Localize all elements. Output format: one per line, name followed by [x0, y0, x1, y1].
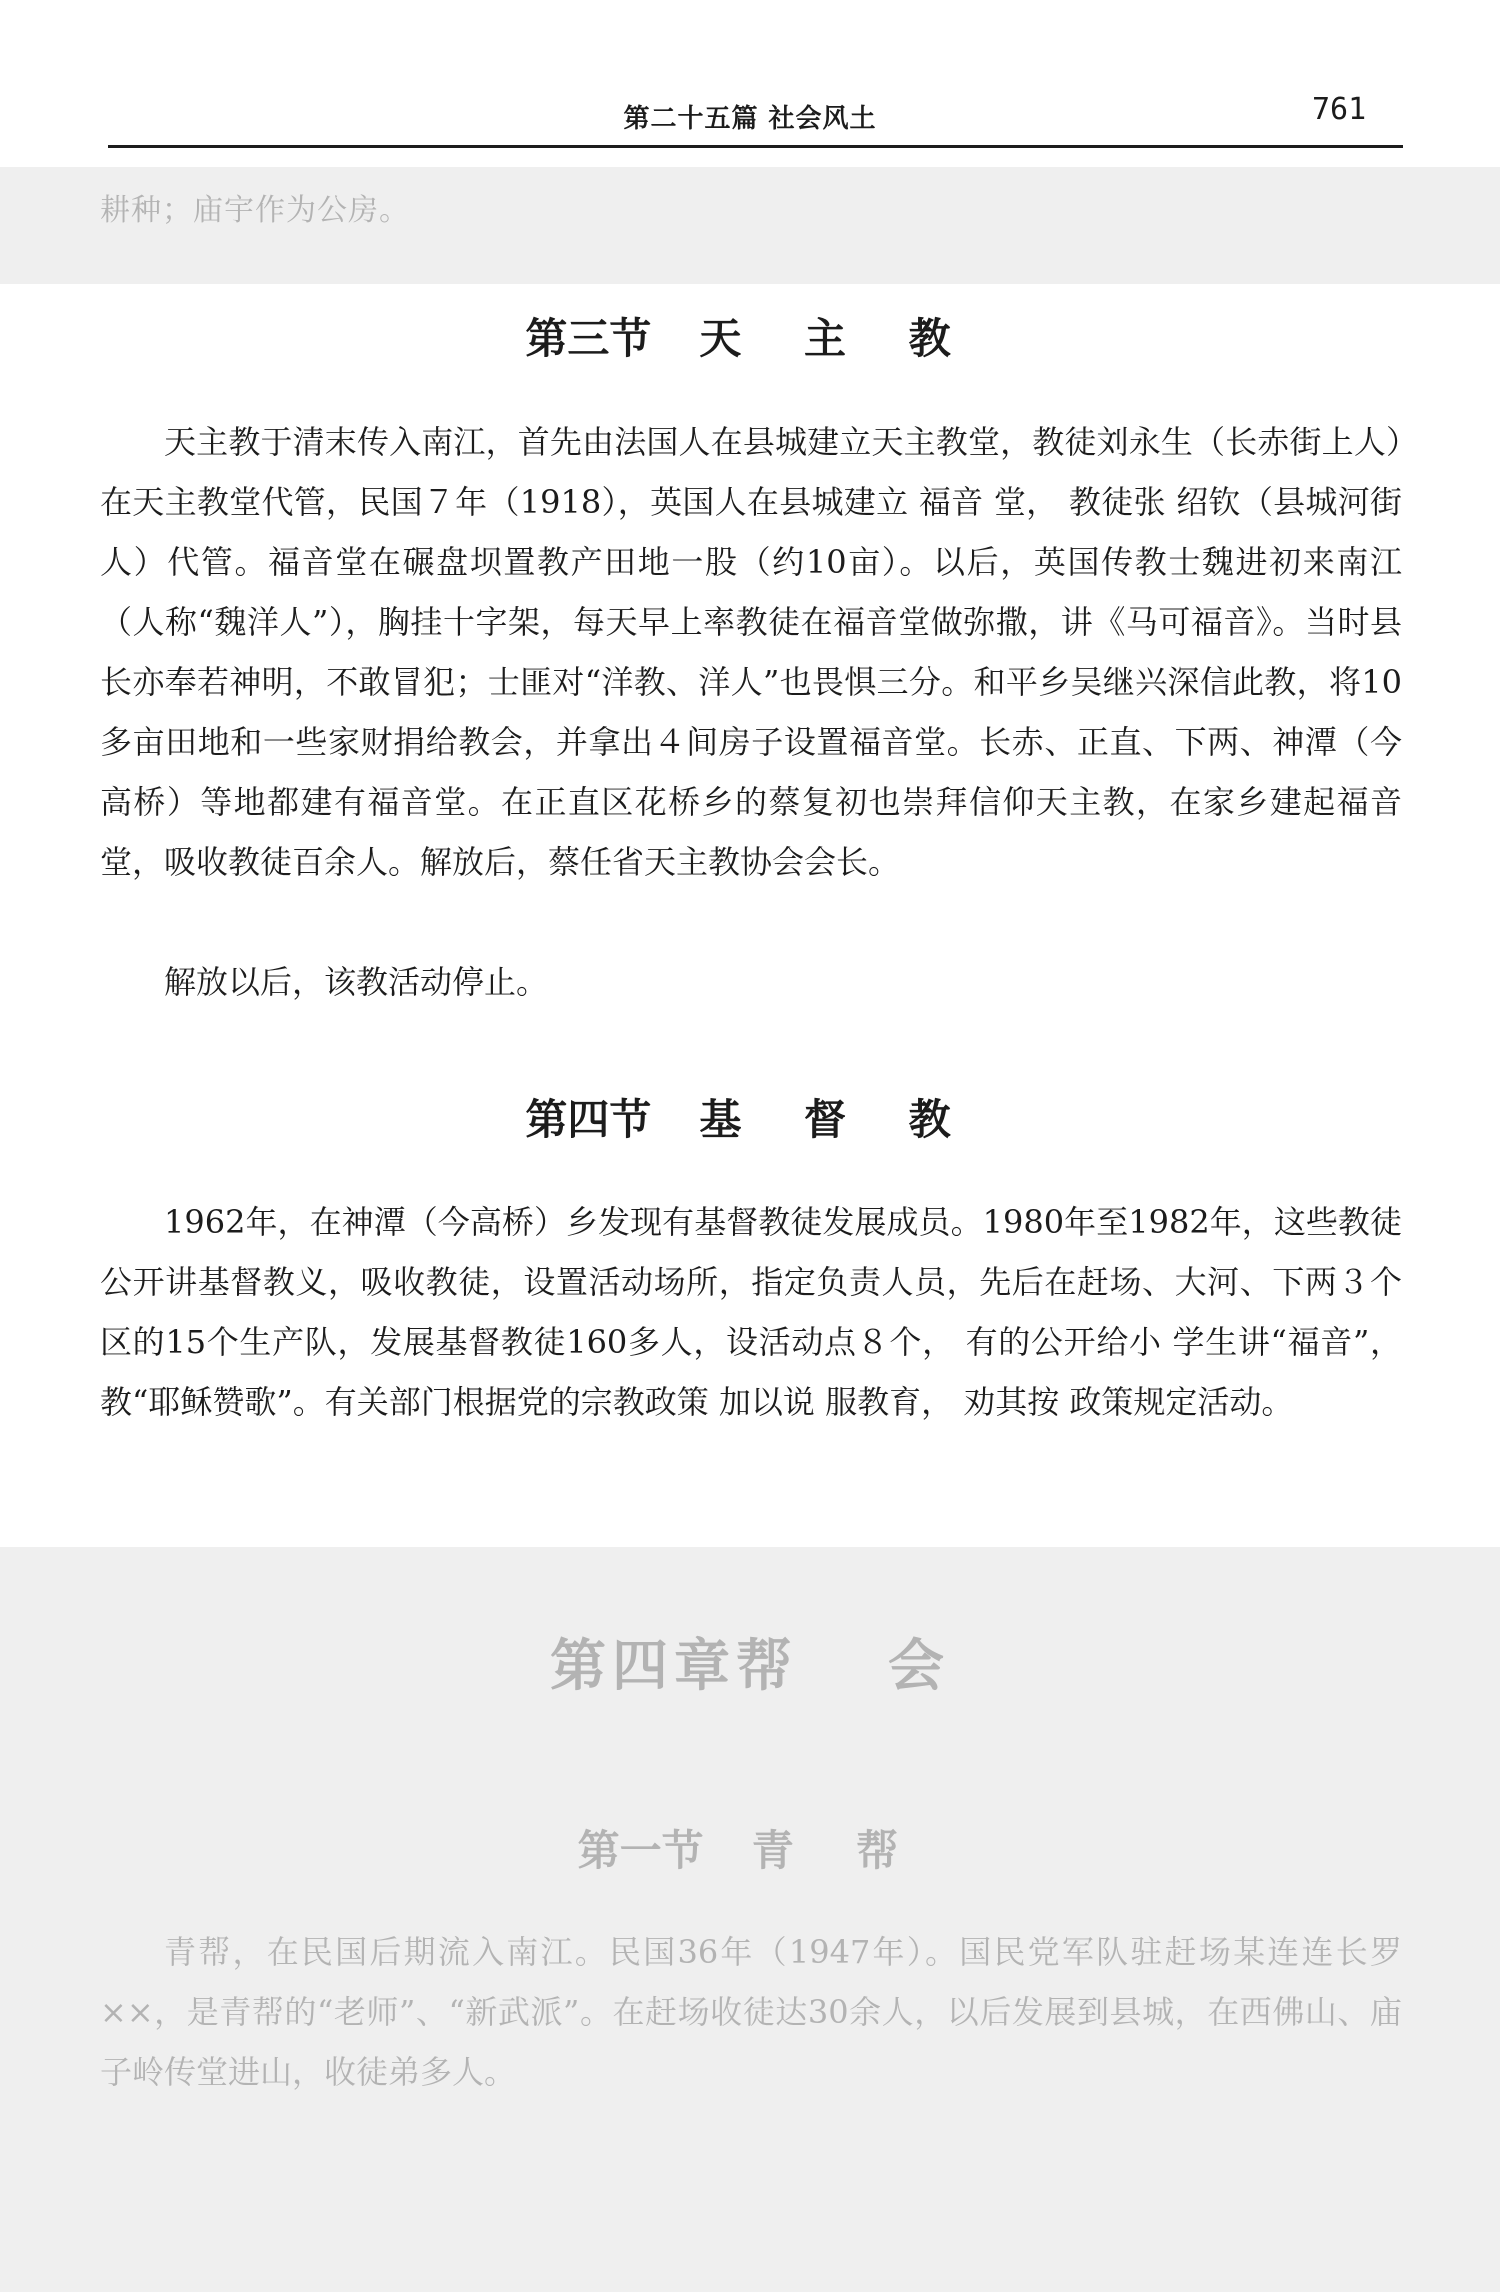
paragraph: 青帮，在民国后期流入南江。民国36年（1947年）。国民党军队驻赶场某连连长罗××，是青帮的“老师”、“新武派”。在赶场收徒达30余人，以后发展到县城，在西佛山、庙子岭传堂进山，收徒弟多人。 [100, 1933, 1402, 2091]
section-label: 第四节 [525, 1095, 652, 1144]
section-label: 第一节 [577, 1826, 704, 1875]
running-header-title: 第二十五篇 社会风土 [623, 104, 877, 134]
section-label: 第三节 [525, 314, 652, 363]
chapter-name: 帮 [736, 1633, 798, 1699]
section-title-catholic [0, 306, 1500, 366]
paragraph: 解放以后，该教活动停止。 [164, 963, 549, 1001]
chapter-title [0, 1622, 1500, 1702]
section-title-christian [0, 1087, 1500, 1147]
paragraph: 1962年，在神潭（今高桥）乡发现有基督教徒发展成员。1980年至1982年，这些教徒公开讲基督教义，吸收教徒，设置活动场所，指定负责人员，先后在赶场、大河、下两３个区的15个生产队，发展基督教徒160多人，设活动点８个， 有的公开给小 学生讲“福音”，教“耶稣赞歌”。有关部门根据党的宗教政策 加以说 服教育， 劝其按 政策规定活动。 [100, 1203, 1402, 1421]
carryover-text: 耕种；庙宇作为公房。 [100, 193, 410, 228]
section-name: 天 主 教 [699, 314, 975, 363]
chapter-label: 第四章 [550, 1633, 736, 1699]
section-name: 青 帮 [751, 1826, 923, 1875]
section-name: 基 督 教 [699, 1095, 975, 1144]
header-rule [108, 145, 1403, 148]
chapter-name-2: 会 [888, 1633, 950, 1699]
page-number: 761 [1312, 92, 1367, 127]
section-title-qingbang [0, 1818, 1500, 1878]
paragraph: 天主教于清末传入南江，首先由法国人在县城建立天主教堂，教徒刘永生（长赤街上人）在天主教堂代管，民国７年（1918），英国人在县城建立 福音 堂， 教徒张 绍钦（县城河街人）代管。福音堂在碾盘坝置教产田地一股（约10亩）。以后，英国传教士魏进初来南江（人称“魏洋人”），胸挂十字架，每天早上率教徒在福音堂做弥撒，讲《马可福音》。当时县长亦奉若神明，不敢冒犯；士匪对“洋教、洋人”也畏惧三分。和平乡吴继兴深信此教，将10多亩田地和一些家财捐给教会，并拿出４间房子设置福音堂。长赤、正直、下两、神潭（今高桥）等地都建有福音堂。在正直区花桥乡的蔡复初也崇拜信仰天主教，在家乡建起福音堂，吸收教徒百余人。解放后，蔡任省天主教协会会长。 [100, 423, 1402, 881]
